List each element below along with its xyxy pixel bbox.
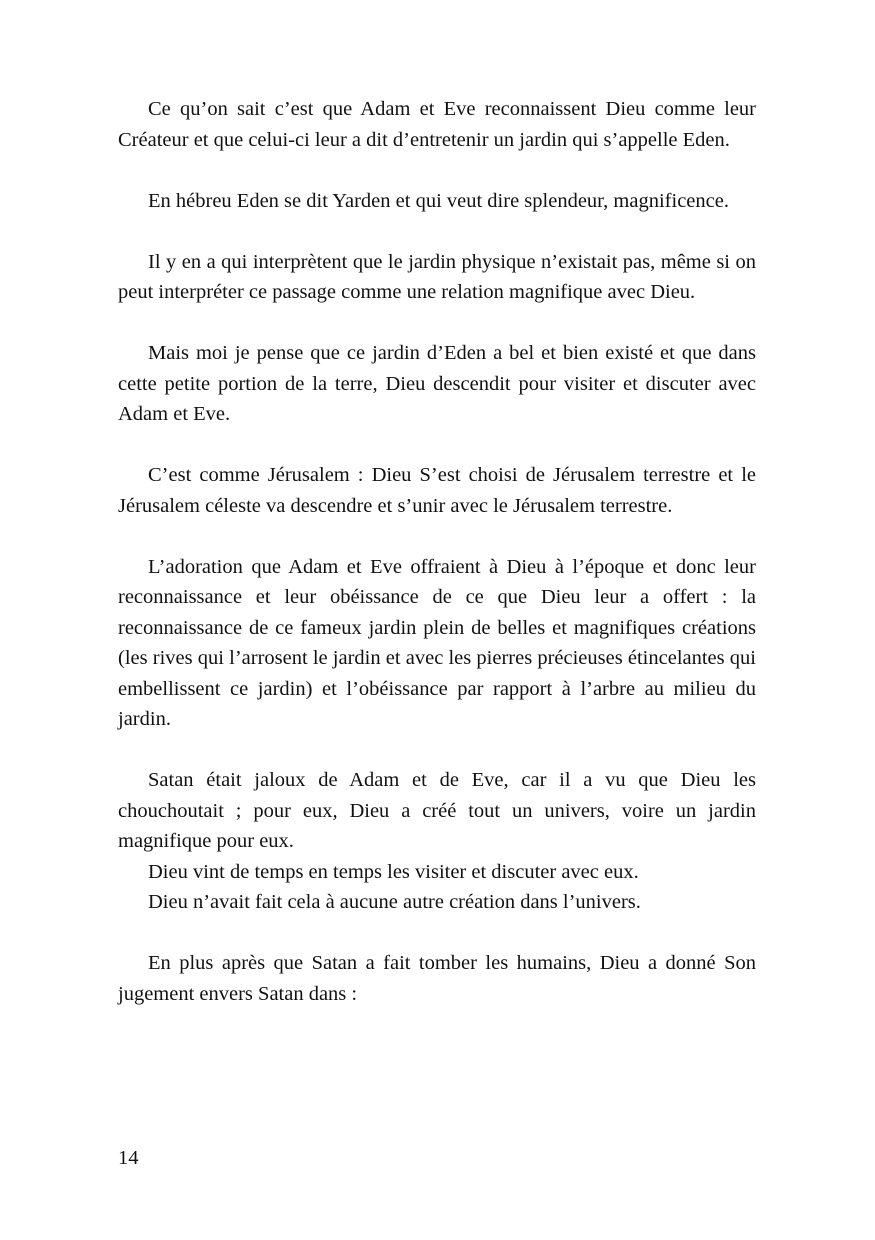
paragraph-9: Dieu n’avait fait cela à aucune autre création dans l’univers. xyxy=(148,891,641,913)
paragraph-1: Ce qu’on sait c’est que Adam et Eve reconnaissent Dieu comme leur Créateur et que celui-ci leur a dit d’entretenir un jardin qui s’appelle Eden. xyxy=(118,98,756,151)
body-text xyxy=(118,94,756,1009)
paragraph-10: En plus après que Satan a fait tomber les humains, Dieu a donné Son jugement envers Satan dans : xyxy=(118,952,756,1005)
paragraph-2: En hébreu Eden se dit Yarden et qui veut dire splendeur, magnificence. xyxy=(148,189,729,212)
paragraph-4: Mais moi je pense que ce jardin d’Eden a bel et bien existé et que dans cette petite portion de la terre, Dieu descendit pour visiter et discuter avec Adam et Eve. xyxy=(118,342,756,425)
paragraph-8: Dieu vint de temps en temps les visiter et discuter avec eux. xyxy=(148,860,639,883)
page-number: 14 xyxy=(118,1147,139,1169)
paragraph-5: C’est comme Jérusalem : Dieu S’est choisi de Jérusalem terrestre et le Jérusalem céleste va descendre et s’unir avec le Jérusalem terrestre. xyxy=(118,464,756,517)
paragraph-3: Il y en a qui interprètent que le jardin physique n’existait pas, même si on peut interpréter ce passage comme une relation magnifique avec Dieu. xyxy=(118,250,756,303)
paragraph-7: Satan était jaloux de Adam et de Eve, car il a vu que Dieu les chouchoutait ; pour eux, Dieu a créé tout un univers, voire un jardin magnifique pour eux. xyxy=(118,769,756,852)
paragraph-6: L’adoration que Adam et Eve offraient à Dieu à l’époque et donc leur reconnaissance et leur obéissance de ce que Dieu leur a offert : la reconnaissance de ce fameux jardin plein de belles et magnifiques créations (les rives qui l’arrosent le jardin et avec les pierres précieuses étincelantes qui embellissent ce jardin) et l’obéissance par rapport à l’arbre au milieu du jardin. xyxy=(118,555,756,730)
